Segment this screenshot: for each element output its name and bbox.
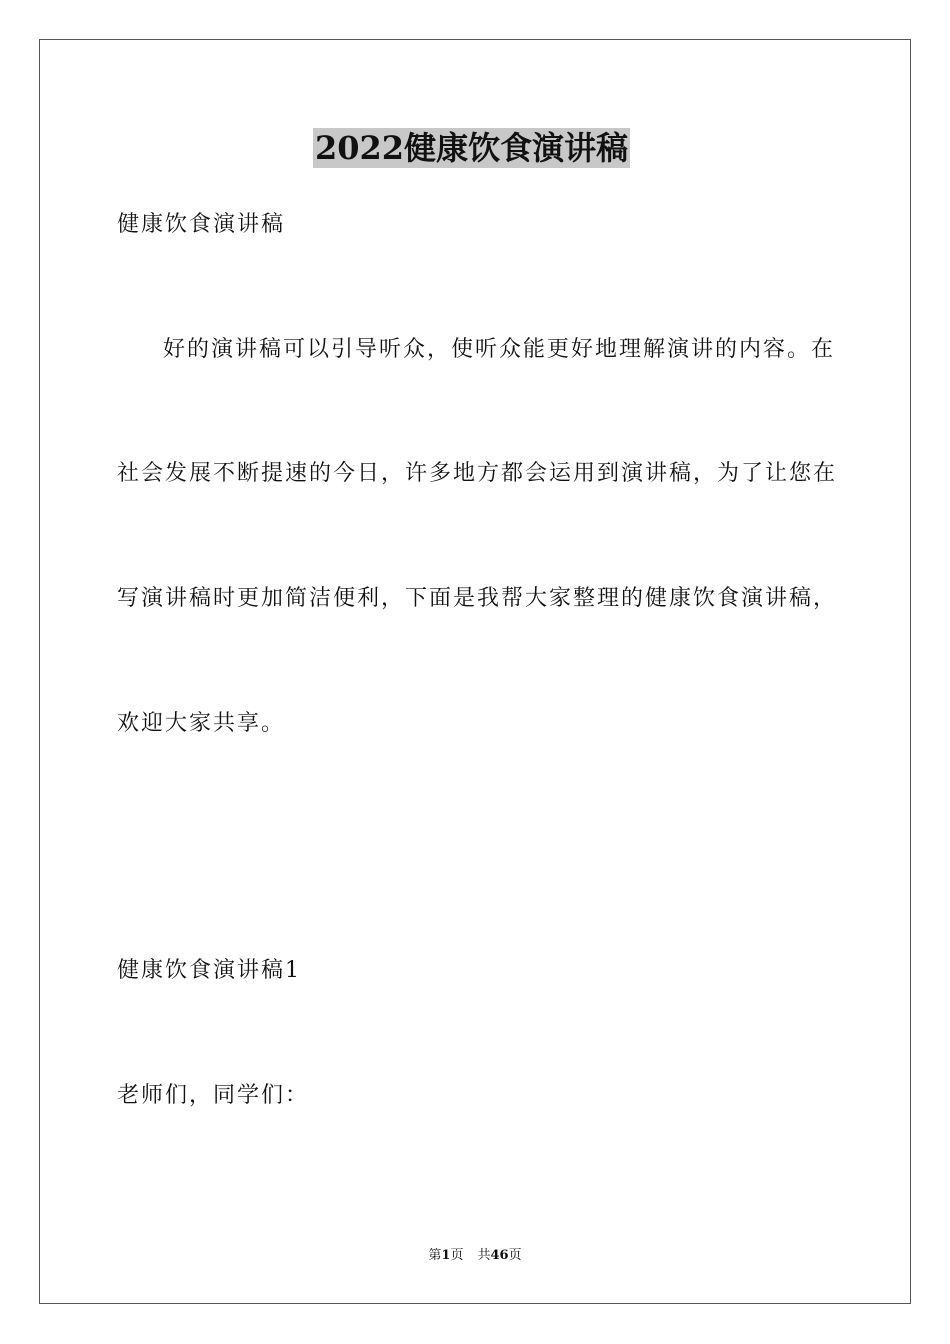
total-suffix: 页 — [508, 1248, 522, 1263]
page-suffix: 页 — [450, 1248, 464, 1263]
intro-line-1: 好的演讲稿可以引导听众，使听众能更好地理解演讲的内容。在 — [163, 337, 836, 362]
page-prefix: 第 — [428, 1248, 442, 1263]
page-footer — [0, 1247, 950, 1265]
document-title: 2022健康饮食演讲稿 — [315, 129, 629, 167]
total-prefix: 共 — [477, 1248, 491, 1263]
intro-line-4: 欢迎大家共享。 — [117, 711, 286, 736]
intro-line-2: 社会发展不断提速的今日，许多地方都会运用到演讲稿，为了让您在 — [117, 461, 838, 486]
greeting-line: 老师们，同学们： — [117, 1083, 310, 1108]
document-subtitle: 健康饮食演讲稿 — [117, 212, 286, 237]
page-number: 1 — [441, 1248, 451, 1263]
section-heading: 健康饮食演讲稿1 — [117, 958, 301, 983]
intro-line-3: 写演讲稿时更加简洁便利，下面是我帮大家整理的健康饮食演讲稿， — [117, 586, 838, 611]
total-pages: 46 — [490, 1248, 509, 1263]
